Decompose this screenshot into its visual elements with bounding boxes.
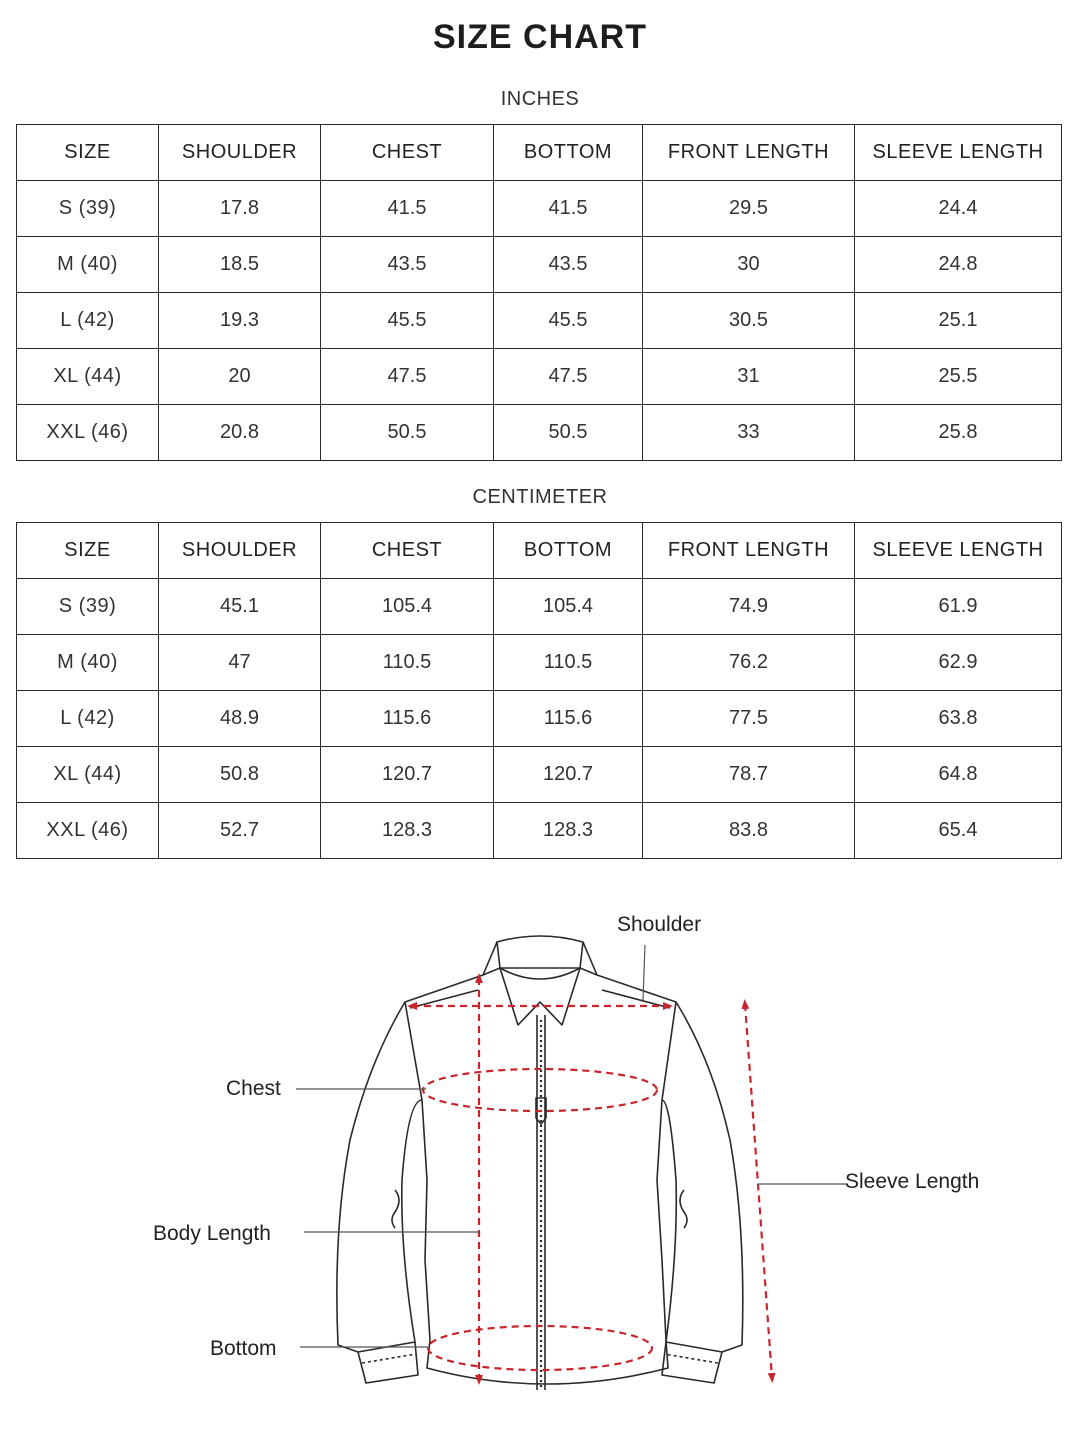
front-length-cell: 31	[643, 349, 855, 405]
front-length-cell: 33	[643, 405, 855, 461]
col-chest: CHEST	[321, 125, 494, 181]
col-bottom: BOTTOM	[494, 125, 643, 181]
col-sleeve-length: SLEEVE LENGTH	[855, 125, 1062, 181]
size-cell: S (39)	[17, 181, 159, 237]
bottom-cell: 105.4	[494, 579, 643, 635]
shoulder-label: Shoulder	[617, 913, 702, 936]
sleeve-length-cell: 61.9	[855, 579, 1062, 635]
col-front-length: FRONT LENGTH	[643, 523, 855, 579]
table-row	[17, 691, 1062, 747]
size-cell: M (40)	[17, 635, 159, 691]
front-length-cell: 74.9	[643, 579, 855, 635]
sleeve-length-cell: 24.8	[855, 237, 1062, 293]
chest-cell: 120.7	[321, 747, 494, 803]
centimeter-heading: CENTIMETER	[472, 486, 608, 508]
bottom-cell: 41.5	[494, 181, 643, 237]
front-length-cell: 29.5	[643, 181, 855, 237]
sleeve-length-cell: 63.8	[855, 691, 1062, 747]
bottom-cell: 45.5	[494, 293, 643, 349]
bottom-cell: 120.7	[494, 747, 643, 803]
shoulder-cell: 48.9	[159, 691, 321, 747]
chest-cell: 43.5	[321, 237, 494, 293]
sleeve-length-cell: 24.4	[855, 181, 1062, 237]
shoulder-cell: 52.7	[159, 803, 321, 859]
shoulder-cell: 50.8	[159, 747, 321, 803]
size-cell: L (42)	[17, 293, 159, 349]
bottom-measure-ellipse	[428, 1326, 652, 1370]
col-size: SIZE	[17, 523, 159, 579]
chest-cell: 115.6	[321, 691, 494, 747]
body-length-label: Body Length	[153, 1222, 271, 1245]
table-row	[17, 579, 1062, 635]
shoulder-cell: 45.1	[159, 579, 321, 635]
col-chest: CHEST	[321, 523, 494, 579]
measure-guides	[412, 978, 772, 1380]
sleeve-length-cell: 25.5	[855, 349, 1062, 405]
page-title: SIZE CHART	[433, 18, 647, 56]
sleeve-length-measure-line	[745, 1004, 772, 1378]
chest-label: Chest	[226, 1077, 281, 1100]
centimeter-header-row	[17, 523, 1062, 579]
sleeve-length-label: Sleeve Length	[845, 1170, 980, 1193]
chest-cell: 128.3	[321, 803, 494, 859]
col-shoulder: SHOULDER	[159, 523, 321, 579]
chest-cell: 41.5	[321, 181, 494, 237]
chest-cell: 45.5	[321, 293, 494, 349]
table-row	[17, 237, 1062, 293]
shoulder-cell: 20	[159, 349, 321, 405]
centimeter-table	[16, 522, 1062, 859]
size-cell: XL (44)	[17, 349, 159, 405]
bottom-label: Bottom	[210, 1337, 277, 1360]
table-row	[17, 181, 1062, 237]
size-cell: XL (44)	[17, 747, 159, 803]
shoulder-cell: 20.8	[159, 405, 321, 461]
bottom-cell: 50.5	[494, 405, 643, 461]
shoulder-cell: 19.3	[159, 293, 321, 349]
inches-table	[16, 124, 1062, 461]
shoulder-cell: 18.5	[159, 237, 321, 293]
table-row	[17, 635, 1062, 691]
size-cell: XXL (46)	[17, 405, 159, 461]
front-length-cell: 83.8	[643, 803, 855, 859]
table-row	[17, 349, 1062, 405]
inches-heading: INCHES	[500, 88, 580, 110]
chest-cell: 110.5	[321, 635, 494, 691]
bottom-cell: 115.6	[494, 691, 643, 747]
shirt-measurement-diagram	[0, 880, 1080, 1420]
size-cell: L (42)	[17, 691, 159, 747]
sleeve-length-cell: 62.9	[855, 635, 1062, 691]
front-length-cell: 30.5	[643, 293, 855, 349]
table-row	[17, 803, 1062, 859]
col-bottom: BOTTOM	[494, 523, 643, 579]
col-front-length: FRONT LENGTH	[643, 125, 855, 181]
size-cell: M (40)	[17, 237, 159, 293]
col-size: SIZE	[17, 125, 159, 181]
front-length-cell: 76.2	[643, 635, 855, 691]
sleeve-length-cell: 25.1	[855, 293, 1062, 349]
size-cell: XXL (46)	[17, 803, 159, 859]
shoulder-cell: 17.8	[159, 181, 321, 237]
size-cell: S (39)	[17, 579, 159, 635]
table-row	[17, 747, 1062, 803]
chest-cell: 50.5	[321, 405, 494, 461]
chest-cell: 47.5	[321, 349, 494, 405]
inches-header-row	[17, 125, 1062, 181]
front-length-cell: 78.7	[643, 747, 855, 803]
bottom-cell: 110.5	[494, 635, 643, 691]
front-length-cell: 30	[643, 237, 855, 293]
table-row	[17, 293, 1062, 349]
bottom-cell: 43.5	[494, 237, 643, 293]
shirt-outline	[337, 936, 743, 1390]
sleeve-length-cell: 65.4	[855, 803, 1062, 859]
sleeve-length-cell: 25.8	[855, 405, 1062, 461]
chest-cell: 105.4	[321, 579, 494, 635]
table-row	[17, 405, 1062, 461]
sleeve-length-cell: 64.8	[855, 747, 1062, 803]
col-shoulder: SHOULDER	[159, 125, 321, 181]
front-length-cell: 77.5	[643, 691, 855, 747]
col-sleeve-length: SLEEVE LENGTH	[855, 523, 1062, 579]
bottom-cell: 128.3	[494, 803, 643, 859]
shoulder-cell: 47	[159, 635, 321, 691]
bottom-cell: 47.5	[494, 349, 643, 405]
